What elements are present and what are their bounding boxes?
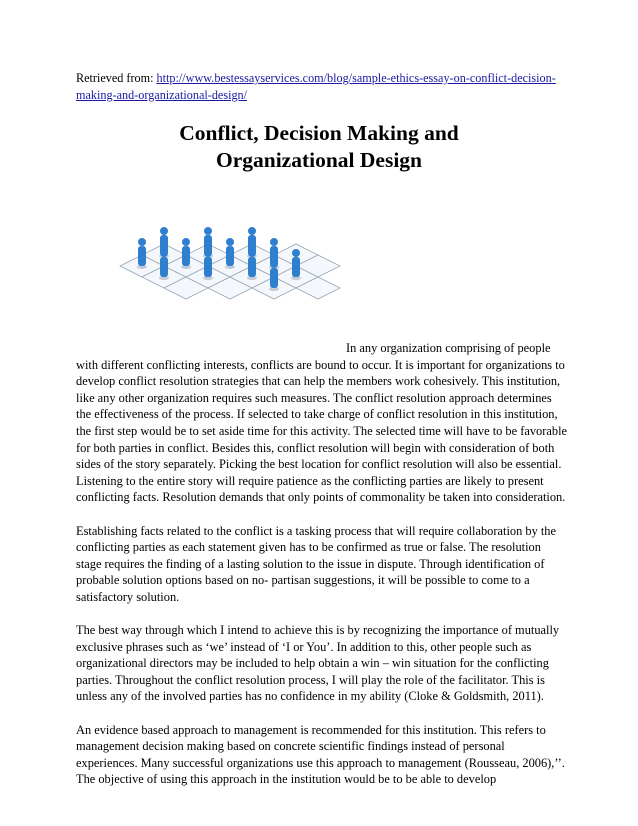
body-paragraph-3: The best way through which I intend to achieve this is by recognizing the importance of mutually exclusive phrases such as ‘we’ instead of ‘I or You’. In addition to this, other people such as organizational directors may be included to help obtain a win – win situation for the conflicting parties. Throughout the conflict resolution process, I will play the role of the facilitator. This is unless any of the involved parties has no confidence in my ability (Cloke & Goldsmith, 2011). xyxy=(76,623,560,704)
body-paragraph-4: An evidence based approach to management is recommended for this institution. This refers to management decision making based on concrete scientific findings instead of personal experiences. Many successful organizations use this approach to management (Rousseau, 2006),’’. The objective of using this approach in the institution would be to be able to develop xyxy=(76,722,565,787)
person-figure xyxy=(159,249,169,280)
person-figure xyxy=(203,249,213,280)
person-figure xyxy=(225,238,235,269)
source-line xyxy=(76,70,576,103)
person-figure xyxy=(181,238,191,269)
person-figure xyxy=(137,238,147,269)
document-title xyxy=(60,120,578,174)
body-paragraph-1: In any organization comprising of people with different conflicting interests, conflicts are bound to occur. It is important for organizations to develop conflict resolution strategies that can help the members work cohesively. This institution, like any other organization requires such measures. The conflict resolution approach determines the effectiveness of the process. If selected to take charge of conflict resolution in this institution, the first step would be to set aside time for this activity. The selected time will have to be favorable for both parties in conflict. Besides this, conflict resolution will begin with consideration of both sides of the story separately. Picking the best location for conflict resolution will also be essential. Listening to the entire story will require patience as the conflicting parties are likely to present conflicting facts. Resolution demands that only points of commonality be taken into consideration. xyxy=(76,341,568,505)
source-prefix: Retrieved from: xyxy=(76,71,157,85)
source-link[interactable]: http://www.bestessayservices.com/blog/sample-ethics-essay-on-conflict-decision-making-and-organizational-design/ xyxy=(76,71,556,102)
title-line-2: Organizational Design xyxy=(215,148,423,172)
document-body xyxy=(76,340,568,805)
body-paragraph-2: Establishing facts related to the conflict is a tasking process that will require collaboration by the conflicting parties as each statement given has to be confirmed as true or false. The resolution stage requires the finding of a lasting solution to the issue in dispute. Through identification of probable solution options based on no- partisan suggestions, it will be possible to come to a satisfactory solution. xyxy=(76,523,556,604)
person-figure xyxy=(247,249,257,280)
org-chart-people-network-icon xyxy=(90,196,390,346)
title-line-1: Conflict, Decision Making and xyxy=(179,121,459,145)
person-figure xyxy=(269,260,279,291)
person-figure xyxy=(291,249,301,280)
